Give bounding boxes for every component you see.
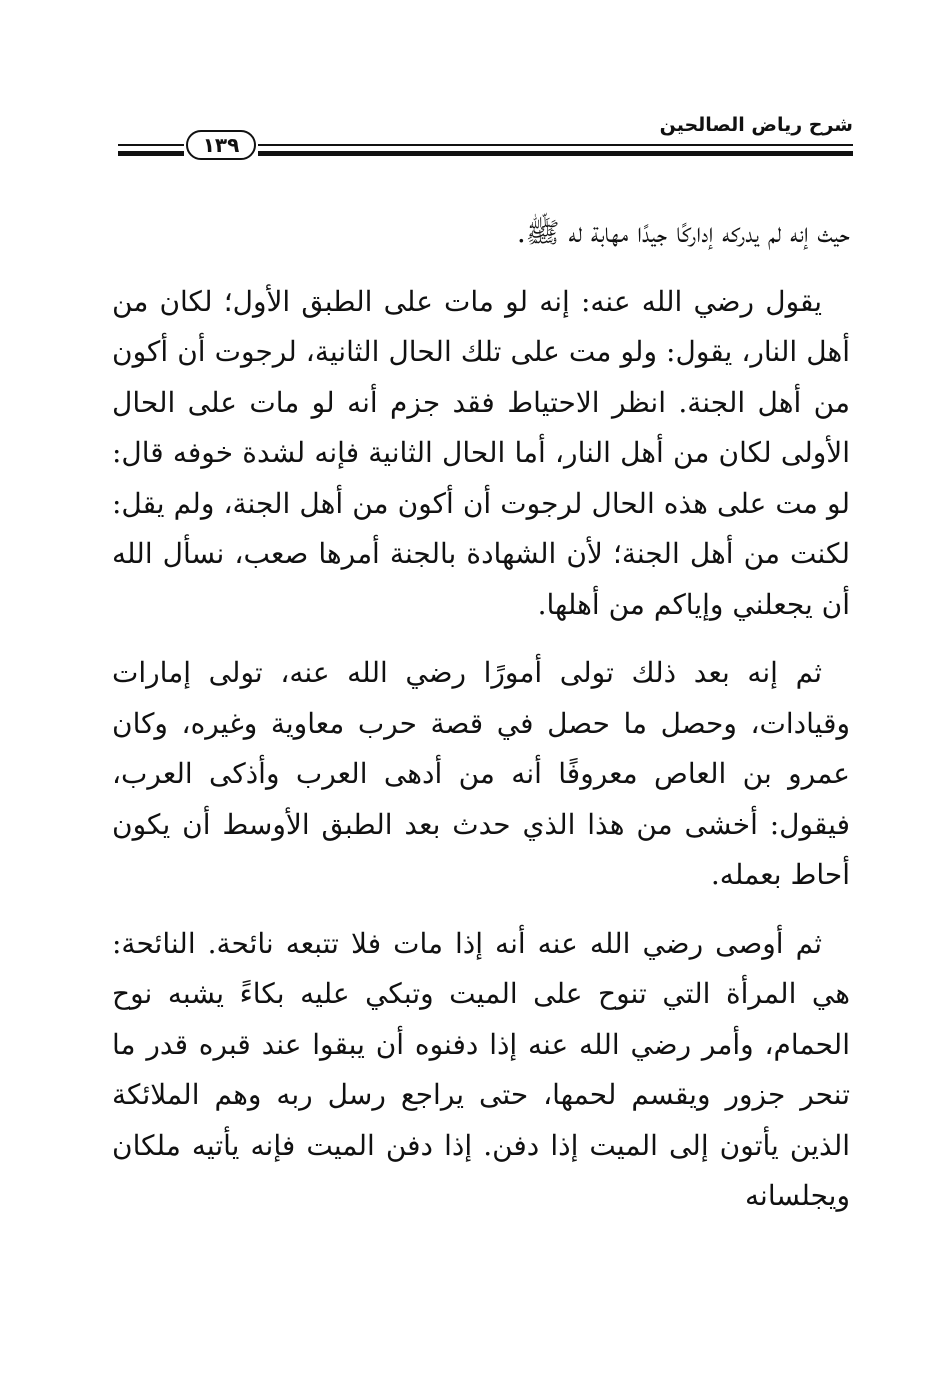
header-rule-left xyxy=(118,144,184,156)
page-header xyxy=(118,110,853,160)
paragraph-1: حيث إنه لم يدركه إداركًا جيدًا مهابة له ﷺ. xyxy=(516,216,850,249)
header-rule-main xyxy=(258,144,853,156)
paragraph-4: ثم أوصى رضي الله عنه أنه إذا مات فلا تتبعه نائحة. النائحة: هي المرأة التي تنوح على الميت وتبكي عليه بكاءً يشبه نوح الحمام، وأمر رضي الله عنه إذا دفنوه أن يبقوا عند قبره قدر ما تنحر جزور ويقسم لحمها، حتى يراجع رسل ربه وهم الملائكة الذين يأتون إلى الميت إذا دفن. إذا دفن الميت فإنه يأتيه ملكان ويجلسانه xyxy=(112,926,851,1212)
book-title: شرح رياض الصالحين xyxy=(659,114,853,136)
paragraph-2: يقول رضي الله عنه: إنه لو مات على الطبق الأول؛ لكان من أهل النار، يقول: ولو مت على تلك الحال الثانية، لرجوت أن أكون من أهل الجنة. انظر الاحتياط فقد جزم أنه لو مات على الحال الأولى لكان من أهل النار، أما الحال الثانية فإنه لشدة خوفه قال: لو مت على هذه الحال لرجوت أن أكون من أهل الجنة، ولم يقل: لكنت من أهل الجنة؛ لأن الشهادة بالجنة أمرها صعب، نسأل الله أن يجعلني وإياكم من أهلها. xyxy=(112,284,850,621)
paragraph-3: ثم إنه بعد ذلك تولى أمورًا رضي الله عنه، تولى إمارات وقيادات، وحصل ما حصل في قصة حرب معاوية وغيره، وكان عمرو بن العاص معروفًا أنه من أدهى العرب وأذكى العرب، فيقول: أخشى من هذا الذي حدث بعد الطبق الأوسط أن يكون أحاط بعمله. xyxy=(112,656,850,891)
page-number-badge: ١٣٩ xyxy=(186,130,256,160)
body-text xyxy=(112,208,850,1240)
